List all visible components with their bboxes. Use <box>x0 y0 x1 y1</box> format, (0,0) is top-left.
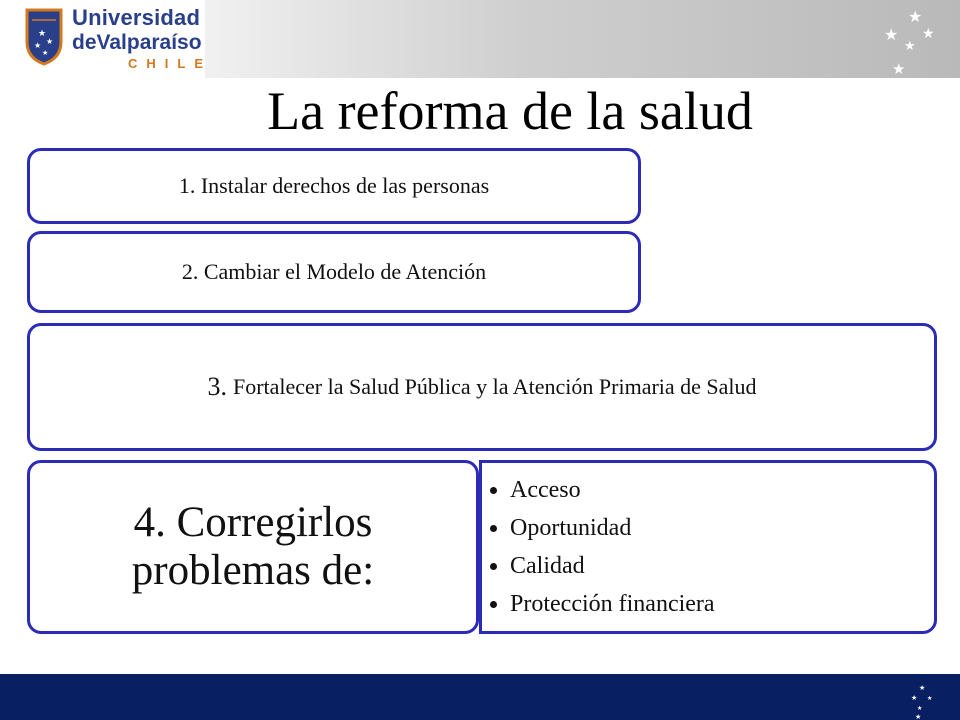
university-logo <box>0 0 212 78</box>
problems-list-box <box>479 460 937 634</box>
svg-text:★: ★ <box>917 706 923 712</box>
svg-text:★: ★ <box>904 38 916 53</box>
footer-bar <box>0 674 960 720</box>
slide-title: La reforma de la salud <box>267 81 753 141</box>
svg-text:★: ★ <box>34 41 42 50</box>
reform-item-3 <box>27 323 937 451</box>
problem-item: • Protección financiera <box>510 585 715 623</box>
reform-item-3-label: Fortalecer la Salud Pública y la Atención Primaria de Salud <box>232 374 757 399</box>
reform-item-4 <box>27 460 479 634</box>
svg-text:★: ★ <box>911 694 918 702</box>
svg-text:★: ★ <box>919 684 926 692</box>
problem-item: • Calidad <box>510 547 715 585</box>
svg-text:★: ★ <box>915 713 922 720</box>
svg-text:★: ★ <box>46 37 54 46</box>
svg-text:★: ★ <box>927 696 933 702</box>
svg-text:★: ★ <box>922 27 935 42</box>
problem-item: • Oportunidad <box>510 509 715 547</box>
logo-line1: Universidad <box>72 5 201 30</box>
reform-item-2 <box>27 231 641 313</box>
shield-icon <box>24 6 64 66</box>
svg-text:★: ★ <box>38 28 47 38</box>
reform-item-3-number: 3. <box>207 372 227 401</box>
reform-item-1-label: 1. Instalar derechos de las personas <box>178 173 490 198</box>
reform-item-4-line2: problemas de: <box>131 547 375 594</box>
svg-text:★: ★ <box>892 62 906 78</box>
svg-text:★: ★ <box>42 49 49 57</box>
footer-stars-icon <box>905 680 945 720</box>
reform-item-2-label: 2. Cambiar el Modelo de Atención <box>181 259 487 284</box>
problem-item: • Acceso <box>510 471 715 509</box>
logo-line3: CHILE <box>128 56 212 71</box>
svg-text:★: ★ <box>908 9 923 26</box>
problems-list <box>482 471 715 623</box>
reform-item-1 <box>27 148 641 224</box>
svg-text:★: ★ <box>884 27 899 44</box>
reform-item-4-line1: 4. Corregirlos <box>133 499 373 546</box>
logo-line2: deValparaíso <box>72 31 202 54</box>
stars-icon <box>870 0 940 78</box>
